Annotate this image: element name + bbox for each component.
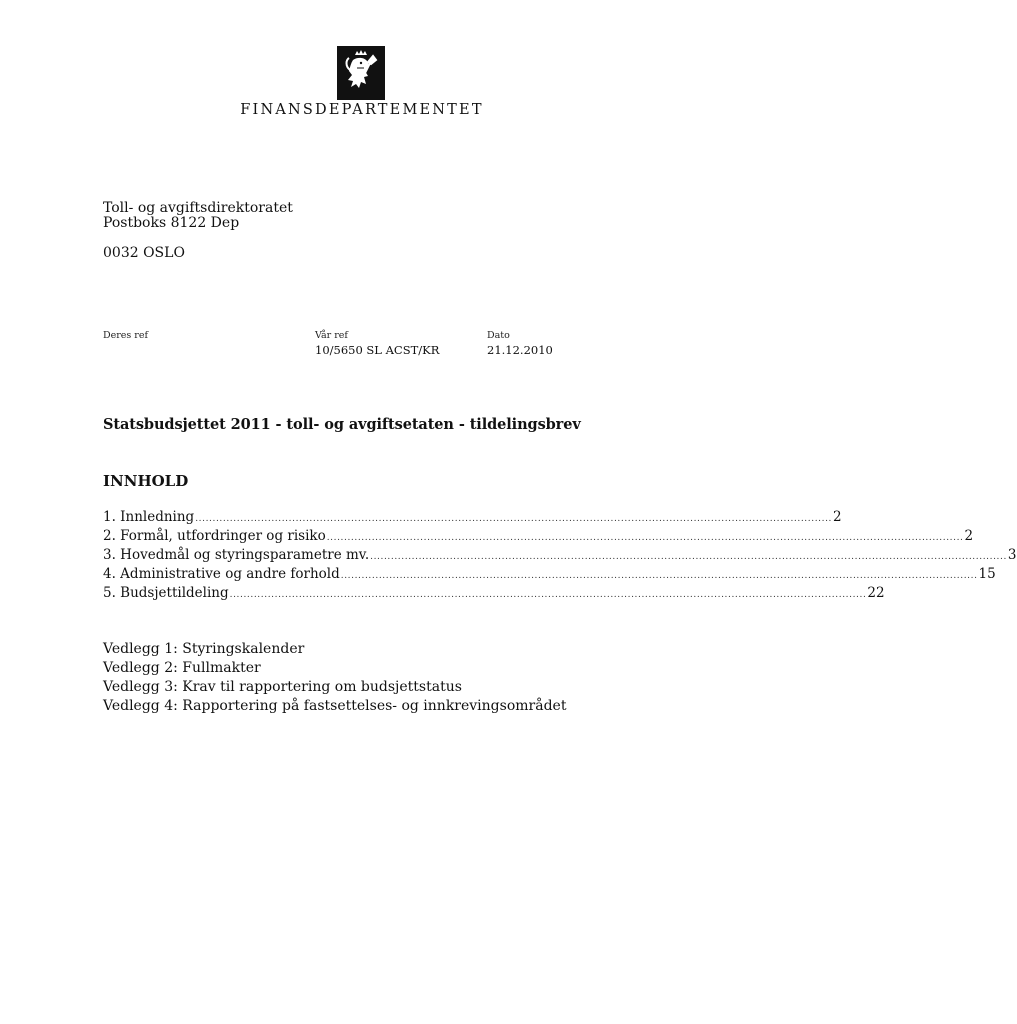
toc-item[interactable] xyxy=(103,509,842,528)
attachment-item: Vedlegg 2: Fullmakter xyxy=(103,660,261,676)
recipient-postal: 0032 OSLO xyxy=(103,245,185,261)
attachment-list xyxy=(103,640,566,716)
toc-leader: ........................................................................................................................................................................................ xyxy=(370,552,1007,562)
lion-coat-of-arms-icon xyxy=(337,46,385,100)
toc-item-title: 2. Formål, utfordringer og risiko xyxy=(103,528,326,544)
table-of-contents xyxy=(103,509,1017,604)
attachment-item: Vedlegg 1: Styringskalender xyxy=(103,641,305,657)
attachment-item: Vedlegg 4: Rapportering på fastsettelses- og innkrevingsområdet xyxy=(103,698,567,714)
toc-item-page: 2 xyxy=(833,509,842,525)
toc-leader: ........................................................................................................................................................................................ xyxy=(340,571,978,581)
toc-item[interactable] xyxy=(103,585,885,604)
toc-leader: ........................................................................................................................................................................................ xyxy=(326,533,964,543)
letter-subject: Statsbudsjettet 2011 - toll- og avgiftsetaten - tildelingsbrev xyxy=(103,416,581,433)
toc-item-page: 22 xyxy=(867,585,885,601)
attachment-item: Vedlegg 3: Krav til rapportering om budsjettstatus xyxy=(103,679,462,695)
toc-heading: INNHOLD xyxy=(103,472,189,490)
toc-leader: ........................................................................................................................................................................................ xyxy=(195,514,832,524)
toc-leader: ........................................................................................................................................................................................ xyxy=(229,590,867,600)
var-ref-value: 10/5650 SL ACST/KR xyxy=(315,343,440,357)
toc-item[interactable] xyxy=(103,566,996,585)
toc-item-title: 5. Budsjettildeling xyxy=(103,585,229,601)
toc-item-title: 4. Administrative og andre forhold xyxy=(103,566,340,582)
ministry-name: FINANSDEPARTEMENTET xyxy=(240,102,484,118)
dato-label: Dato xyxy=(487,330,510,341)
dato-value: 21.12.2010 xyxy=(487,343,553,357)
recipient-name: Toll- og avgiftsdirektoratet xyxy=(103,200,293,216)
deres-ref-label: Deres ref xyxy=(103,330,148,341)
toc-item-title: 1. Innledning xyxy=(103,509,195,525)
recipient-address: Postboks 8122 Dep xyxy=(103,215,240,231)
var-ref-label: Vår ref xyxy=(315,330,348,341)
toc-item-page: 2 xyxy=(964,528,974,544)
toc-item[interactable] xyxy=(103,547,1017,566)
toc-item-page: 15 xyxy=(978,566,996,582)
toc-item-title: 3. Hovedmål og styringsparametre mv. xyxy=(103,547,370,563)
toc-item[interactable] xyxy=(103,528,974,547)
toc-item-page: 3 xyxy=(1007,547,1017,563)
